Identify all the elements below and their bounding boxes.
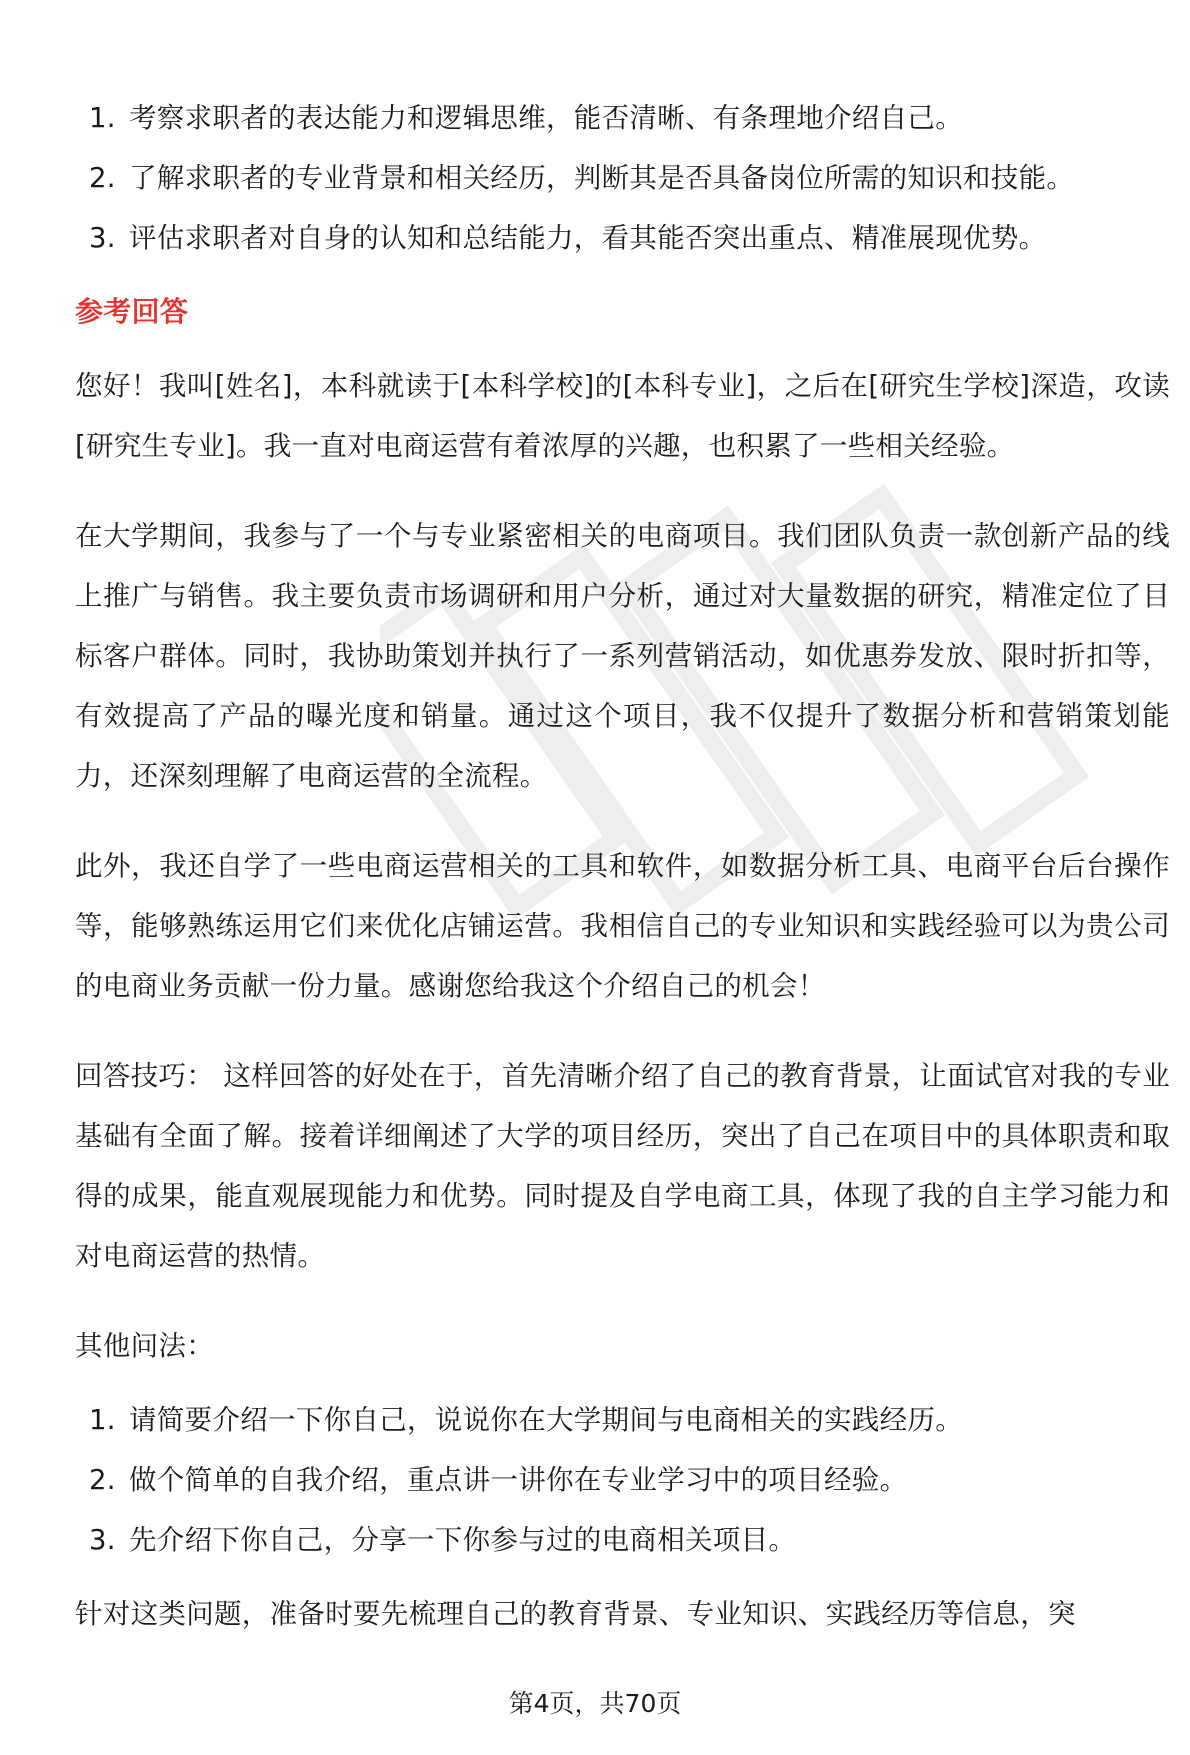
paragraph-project: 在大学期间，我参与了一个与专业紧密相关的电商项目。我们团队负责一款创新产品的线上推广与销售。我主要负责市场调研和用户分析，通过对大量数据的研究，精准定位了目标客户群体。同时，我协助策划并执行了一系列营销活动，如优惠券发放、限时折扣等，有效提高了产品的曝光度和销量。通过这个项目，我不仅提升了数据分析和营销策划能力，还深刻理解了电商运营的全流程。 xyxy=(75,520,1170,792)
list-number: 2. xyxy=(89,1464,116,1496)
list-text: 请简要介绍一下你自己，说说你在大学期间与电商相关的实践经历。 xyxy=(129,1404,963,1436)
section-title: 参考回答 xyxy=(75,295,189,328)
paragraph-intro: 您好！我叫[姓名]，本科就读于[本科学校]的[本科专业]，之后在[研究生学校]深造，攻读[研究生专业]。我一直对电商运营有着浓厚的兴趣，也积累了一些相关经验。 xyxy=(75,370,1170,462)
list-number: 2. xyxy=(89,162,116,194)
list-number: 3. xyxy=(89,1524,116,1556)
list-item xyxy=(75,1510,1170,1570)
list-number: 1. xyxy=(89,102,116,134)
page-footer: 第4页，共70页 xyxy=(508,1689,682,1718)
list-text: 考察求职者的表达能力和逻辑思维，能否清晰、有条理地介绍自己。 xyxy=(129,102,963,134)
list-item xyxy=(75,88,1170,148)
paragraph-skills: 此外，我还自学了一些电商运营相关的工具和软件，如数据分析工具、电商平台后台操作等，能够熟练运用它们来优化店铺运营。我相信自己的专业知识和实践经验可以为贵公司的电商业务贡献一份力量。感谢您给我这个介绍自己的机会！ xyxy=(75,850,1170,1002)
list-item xyxy=(75,148,1170,208)
list-item xyxy=(75,208,1170,268)
list-text: 做个简单的自我介绍，重点讲一讲你在专业学习中的项目经验。 xyxy=(129,1464,908,1496)
paragraph-other-heading: 其他问法： xyxy=(75,1330,214,1362)
list-number: 3. xyxy=(89,222,116,254)
list-text: 评估求职者对自身的认知和总结能力，看其能否突出重点、精准展现优势。 xyxy=(129,222,1047,254)
document-body xyxy=(75,88,1170,1674)
paragraph-tips: 回答技巧： 这样回答的好处在于，首先清晰介绍了自己的教育背景，让面试官对我的专业基础有全面了解。接着详细阐述了大学的项目经历，突出了自己在项目中的具体职责和取得的成果，能直观展现能力和优势。同时提及自学电商工具，体现了我的自主学习能力和对电商运营的热情。 xyxy=(75,1060,1170,1272)
list-text: 先介绍下你自己，分享一下你参与过的电商相关项目。 xyxy=(129,1524,797,1556)
intro-list xyxy=(75,88,1170,268)
other-questions-list xyxy=(75,1390,1170,1570)
list-item xyxy=(75,1450,1170,1510)
list-text: 了解求职者的专业背景和相关经历，判断其是否具备岗位所需的知识和技能。 xyxy=(129,162,1075,194)
list-number: 1. xyxy=(89,1404,116,1436)
list-item xyxy=(75,1390,1170,1450)
paragraph-closing: 针对这类问题，准备时要先梳理自己的教育背景、专业知识、实践经历等信息，突 xyxy=(75,1598,1076,1630)
